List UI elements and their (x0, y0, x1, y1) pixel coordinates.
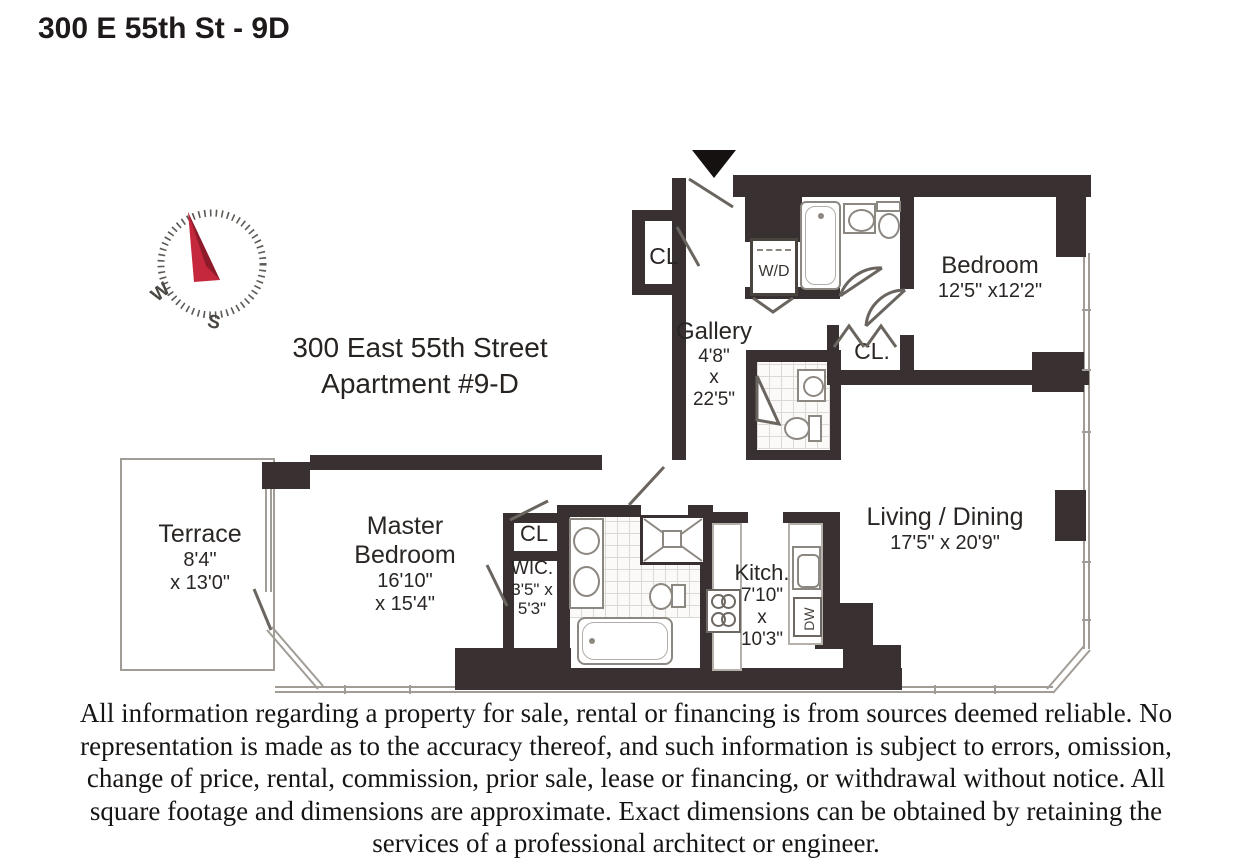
master-width: 16'10" (377, 569, 433, 592)
entry-door (689, 179, 733, 207)
master-name-2: Bedroom (354, 540, 456, 569)
gallery-length: 22'5" (692, 389, 736, 411)
wall-segment (733, 175, 1091, 197)
page-title: 300 E 55th St - 9D (38, 12, 290, 45)
gallery-label (658, 318, 770, 411)
wall-segment (815, 603, 873, 649)
master-bathtub (577, 617, 673, 665)
master-toilet-tank (671, 584, 686, 608)
powder-toilet-tank (808, 415, 822, 442)
compass-needle (188, 212, 220, 282)
master-length: x 15'4" (375, 592, 435, 615)
kitchen-label (722, 560, 802, 651)
wic-dims-1: 3'5" x (511, 579, 553, 599)
wall-segment (1056, 197, 1086, 257)
terrace-label (130, 520, 270, 595)
disclaimer-line: representation is made as to the accuracy thereof, and such information is subject to errors, omission, (80, 730, 1172, 761)
kitchen-width: 7'10" (740, 585, 784, 607)
building-address: 300 East 55th Street (292, 332, 548, 363)
dishwasher-label: DW (800, 607, 817, 631)
living-dining-dims: 17'5" x 20'9" (890, 531, 1000, 554)
washer-dryer (750, 238, 798, 296)
entry-closet-label: CL (649, 243, 679, 269)
powder-sink (797, 369, 826, 402)
toilet (878, 213, 900, 239)
wall-segment (830, 352, 841, 458)
compass-south: S (205, 310, 223, 335)
kitchen-by: x (757, 607, 767, 629)
gallery-width: 4'8" (698, 345, 730, 367)
building-apartment: Apartment #9-D (321, 368, 519, 399)
wall-segment (746, 450, 841, 460)
disclaimer (30, 697, 1222, 860)
master-name-1: Master (366, 512, 444, 540)
terrace-name: Terrace (158, 520, 242, 548)
powder-toilet (784, 417, 810, 440)
disclaimer-line: All information regarding a property for sale, rental or financing is from sources deemed reliable. No (79, 698, 1173, 728)
disclaimer-line: change of price, rental, commission, prior sale, lease or financing, or withdrawal without notice. All (86, 763, 1166, 793)
wic-label (505, 558, 559, 619)
living-dining-name: Living / Dining (866, 503, 1024, 531)
bathroom-sink (843, 203, 876, 234)
wall-segment (310, 455, 602, 470)
master-toilet (649, 583, 673, 610)
master-bedroom-label (330, 512, 480, 616)
bedroom-name: Bedroom (941, 252, 1039, 279)
gallery-by: x (709, 367, 719, 389)
gallery-name: Gallery (675, 318, 753, 345)
terrace-width: 8'4" (183, 548, 217, 571)
wall-segment (262, 462, 310, 489)
wall-segment (745, 197, 802, 242)
kitchen-length: 10'3" (740, 628, 784, 650)
compass-west: W (147, 278, 175, 307)
gallery-door (629, 467, 664, 505)
shower (640, 515, 706, 565)
washer-door-chevron (753, 298, 793, 312)
disclaimer-line: services of a professional architect or engineer. (372, 828, 880, 858)
disclaimer-line: square footage and dimensions are approximate. Exact dimensions can be obtained by retaining the (89, 795, 1163, 826)
wall-segment (823, 515, 840, 609)
washer-dryer-label: W/D (758, 263, 790, 280)
bath-door (840, 268, 882, 296)
terrace-length: x 13'0" (170, 571, 230, 594)
toilet-tank (876, 201, 901, 212)
bedroom-closet-label: CL. (854, 338, 890, 364)
right-window-wall (1083, 253, 1090, 649)
wic-dims-2: 5'3" (517, 599, 547, 619)
master-sink-2 (573, 566, 600, 597)
bedroom-label (890, 252, 1090, 303)
wall-segment (557, 505, 641, 517)
wall-segment (1032, 352, 1084, 392)
wall-pillar (1055, 490, 1086, 541)
building-label (255, 330, 585, 402)
compass-icon (147, 212, 263, 334)
kitchen-name: Kitch. (734, 560, 790, 585)
master-closet-label: CL (519, 521, 549, 546)
entry-arrow-icon (692, 150, 736, 178)
wic-name: WIC. (510, 558, 554, 579)
living-dining-label (850, 503, 1040, 555)
bathtub (800, 201, 841, 290)
bedroom-dims: 12'5" x12'2" (937, 279, 1043, 302)
master-sink-1 (573, 527, 600, 555)
